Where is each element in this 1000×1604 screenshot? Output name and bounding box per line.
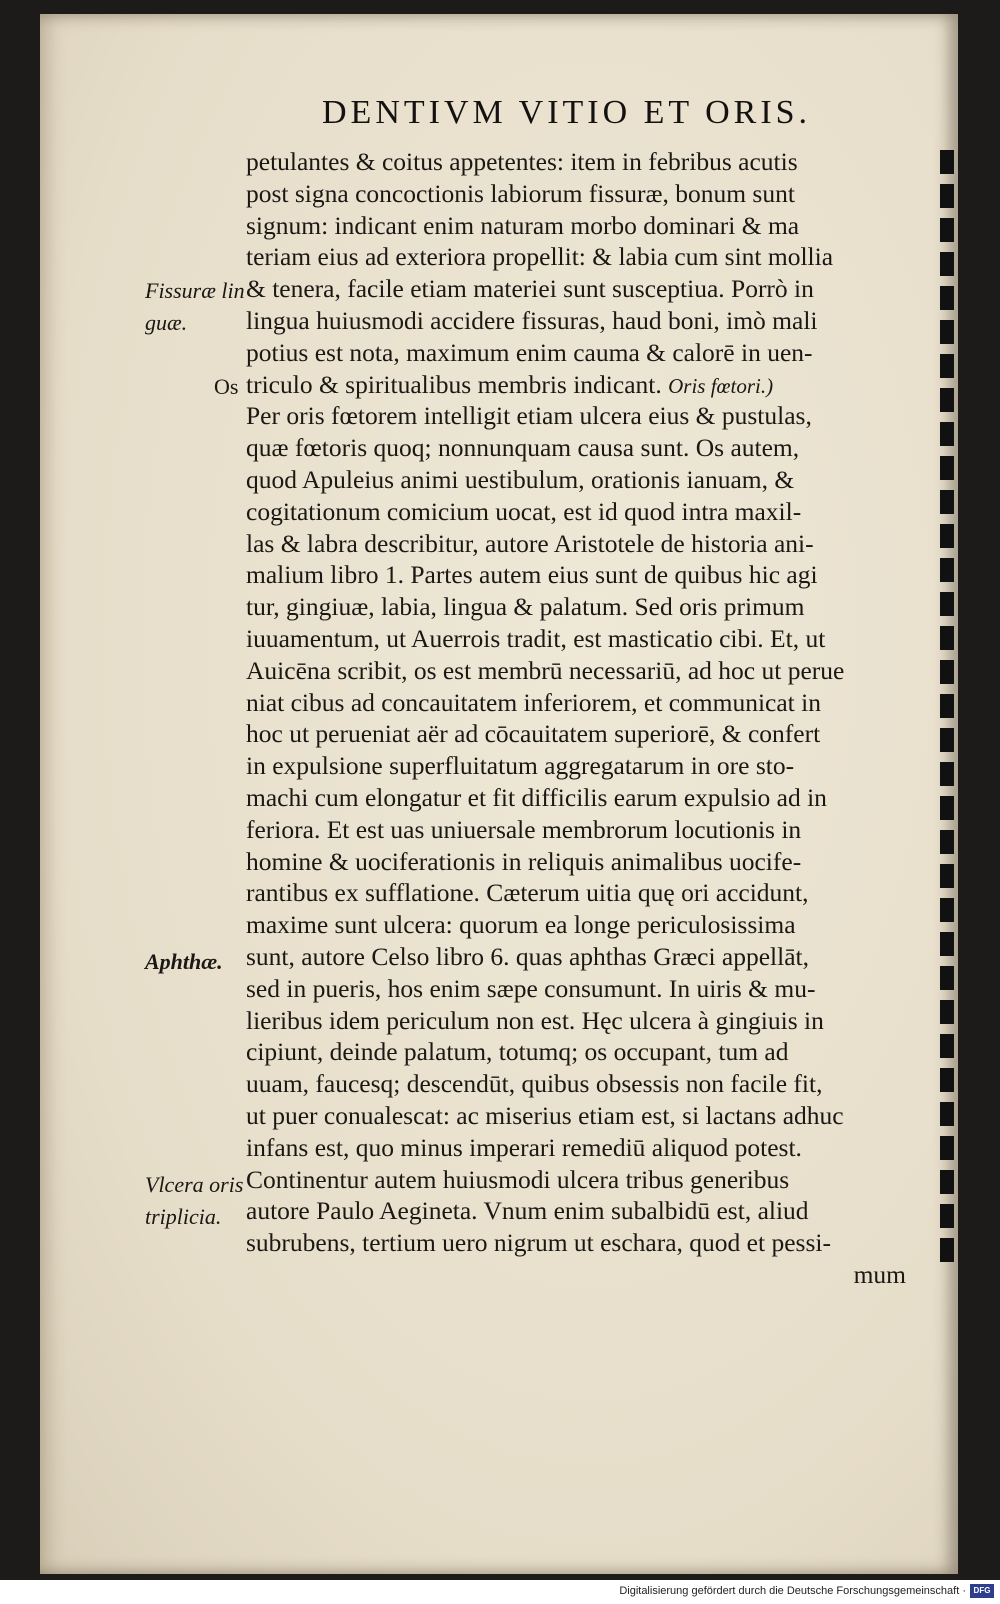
- text-line: subrubens, tertium uero nigrum ut eschara, quod et pessi-: [246, 1228, 831, 1258]
- text-line: malium libro 1. Partes autem eius sunt de quibus hic agi: [246, 560, 818, 590]
- text-line: hoc ut perueniat aër ad cōcauitatem superiorē, & confert: [246, 719, 821, 749]
- footer-bar: [0, 1580, 1000, 1604]
- edge-mark: [940, 422, 954, 446]
- dfg-logo-icon: DFG: [970, 1584, 994, 1598]
- edge-mark: [940, 354, 954, 378]
- running-title: DENTIVM VITIO ET ORIS.: [322, 94, 812, 131]
- text-line: quæ fœtoris quoq; nonnunquam causa sunt. Os autem,: [246, 433, 800, 463]
- text-line: lingua huiusmodi accidere fissuras, haud boni, imò mali: [246, 305, 818, 335]
- margin-note-fissurae: Fissuræ lin: [145, 278, 245, 303]
- edge-mark: [940, 1000, 954, 1024]
- edge-mark: [940, 524, 954, 548]
- body-text: [246, 146, 906, 1291]
- text-line: & tenera, facile etiam materiei sunt susceptiua. Porrò in: [246, 274, 814, 304]
- text-line: las & labra describitur, autore Aristotele de historia ani-: [246, 528, 814, 558]
- text-line: Per oris fœtorem intelligit etiam ulcera eius & pustulas,: [246, 401, 812, 431]
- edge-mark: [940, 1170, 954, 1194]
- text-line: ut puer conualescat: ac miserius etiam est, si lactans adhuc: [246, 1100, 844, 1130]
- edge-mark: [940, 864, 954, 888]
- text-line: quod Apuleius animi uestibulum, orationis ianuam, &: [246, 464, 795, 494]
- edge-mark: [940, 966, 954, 990]
- margin-note-aphthae: Aphthæ.: [145, 949, 223, 974]
- edge-mark: [940, 626, 954, 650]
- text-line: Auicēna scribit, os est membrū necessariū, ad hoc ut perue: [246, 655, 845, 685]
- edge-mark: [940, 728, 954, 752]
- text-line: teriam eius ad exteriora propellit: & labia cum sint mollia: [246, 242, 834, 272]
- text-line: iuuamentum, ut Auerrois tradit, est masticatio cibi. Et, ut: [246, 623, 826, 653]
- text-line: autore Paulo Aegineta. Vnum enim subalbidū est, aliud: [246, 1196, 809, 1226]
- text-line: tur, gingiuæ, labia, lingua & palatum. Sed oris primum: [246, 592, 805, 622]
- text-line: maxime sunt ulcera: quorum ea longe periculosissima: [246, 910, 796, 940]
- text-line: infans est, quo minus imperari remediū aliquod potest.: [246, 1132, 802, 1162]
- text-line: triculo & spiritualibus membris indicant.: [246, 369, 662, 399]
- edge-mark: [940, 320, 954, 344]
- edge-mark: [940, 1068, 954, 1092]
- inline-lemma: Oris fœtori.): [668, 373, 774, 398]
- margin-note-ulcera-cont: triplicia.: [145, 1204, 222, 1229]
- edge-mark: [940, 286, 954, 310]
- text-line: Continentur autem huiusmodi ulcera tribus generibus: [246, 1164, 790, 1194]
- margin-note-os: Os: [214, 374, 239, 399]
- edge-mark: [940, 830, 954, 854]
- catchword: mum: [853, 1259, 906, 1289]
- edge-mark: [940, 1238, 954, 1262]
- edge-mark: [940, 796, 954, 820]
- edge-mark: [940, 490, 954, 514]
- text-line: uuam, faucesq; descendūt, quibus obsessis non facile fit,: [246, 1069, 823, 1099]
- edge-mark: [940, 252, 954, 276]
- edge-mark: [940, 558, 954, 582]
- edge-mark: [940, 762, 954, 786]
- edge-mark: [940, 218, 954, 242]
- page-edge-strip: [936, 134, 958, 1320]
- edge-mark: [940, 1136, 954, 1160]
- text-line: feriora. Et est uas uniuersale membrorum locutionis in: [246, 814, 802, 844]
- text-line: in expulsione superfluitatum aggregatarum in ore sto-: [246, 751, 795, 781]
- text-line: lieribus idem periculum non est. Hęc ulcera à gingiuis in: [246, 1005, 824, 1035]
- edge-mark: [940, 592, 954, 616]
- edge-mark: [940, 150, 954, 174]
- text-line: petulantes & coitus appetentes: item in febribus acutis: [246, 147, 798, 176]
- text-line: sunt, autore Celso libro 6. quas aphthas Græci appellāt,: [246, 941, 810, 971]
- text-line: post signa concoctionis labiorum fissuræ, bonum sunt: [246, 178, 795, 208]
- text-line: potius est nota, maximum enim cauma & calorē in uen-: [246, 337, 813, 367]
- edge-mark: [940, 388, 954, 412]
- margin-note-ulcera: Vlcera oris: [145, 1172, 244, 1197]
- edge-mark: [940, 1204, 954, 1228]
- edge-mark: [940, 694, 954, 718]
- text-line: machi cum elongatur et fit difficilis earum expulsio ad in: [246, 782, 827, 812]
- edge-mark: [940, 898, 954, 922]
- margin-note-fissurae-cont: guæ.: [145, 310, 188, 335]
- edge-mark: [940, 184, 954, 208]
- text-line: rantibus ex sufflatione. Cæterum uitia quę ori accidunt,: [246, 878, 809, 908]
- edge-mark: [940, 932, 954, 956]
- text-line: cogitationum comicium uocat, est id quod intra maxil-: [246, 496, 802, 526]
- text-line: sed in pueris, hos enim sæpe consumunt. In uiris & mu-: [246, 973, 816, 1003]
- text-line: homine & uociferationis in reliquis animalibus uocife-: [246, 846, 802, 876]
- text-line-with-note: [246, 369, 906, 401]
- text-line: cipiunt, deinde palatum, totumq; os occupant, tum ad: [246, 1037, 789, 1067]
- text-line: niat cibus ad concauitatem inferiorem, et communicat in: [246, 687, 821, 717]
- funding-credit: Digitalisierung gefördert durch die Deutsche Forschungsgemeinschaft ·: [619, 1585, 966, 1597]
- edge-mark: [940, 660, 954, 684]
- edge-mark: [940, 456, 954, 480]
- text-line: signum: indicant enim naturam morbo dominari & ma: [246, 210, 800, 240]
- edge-mark: [940, 1034, 954, 1058]
- edge-mark: [940, 1102, 954, 1126]
